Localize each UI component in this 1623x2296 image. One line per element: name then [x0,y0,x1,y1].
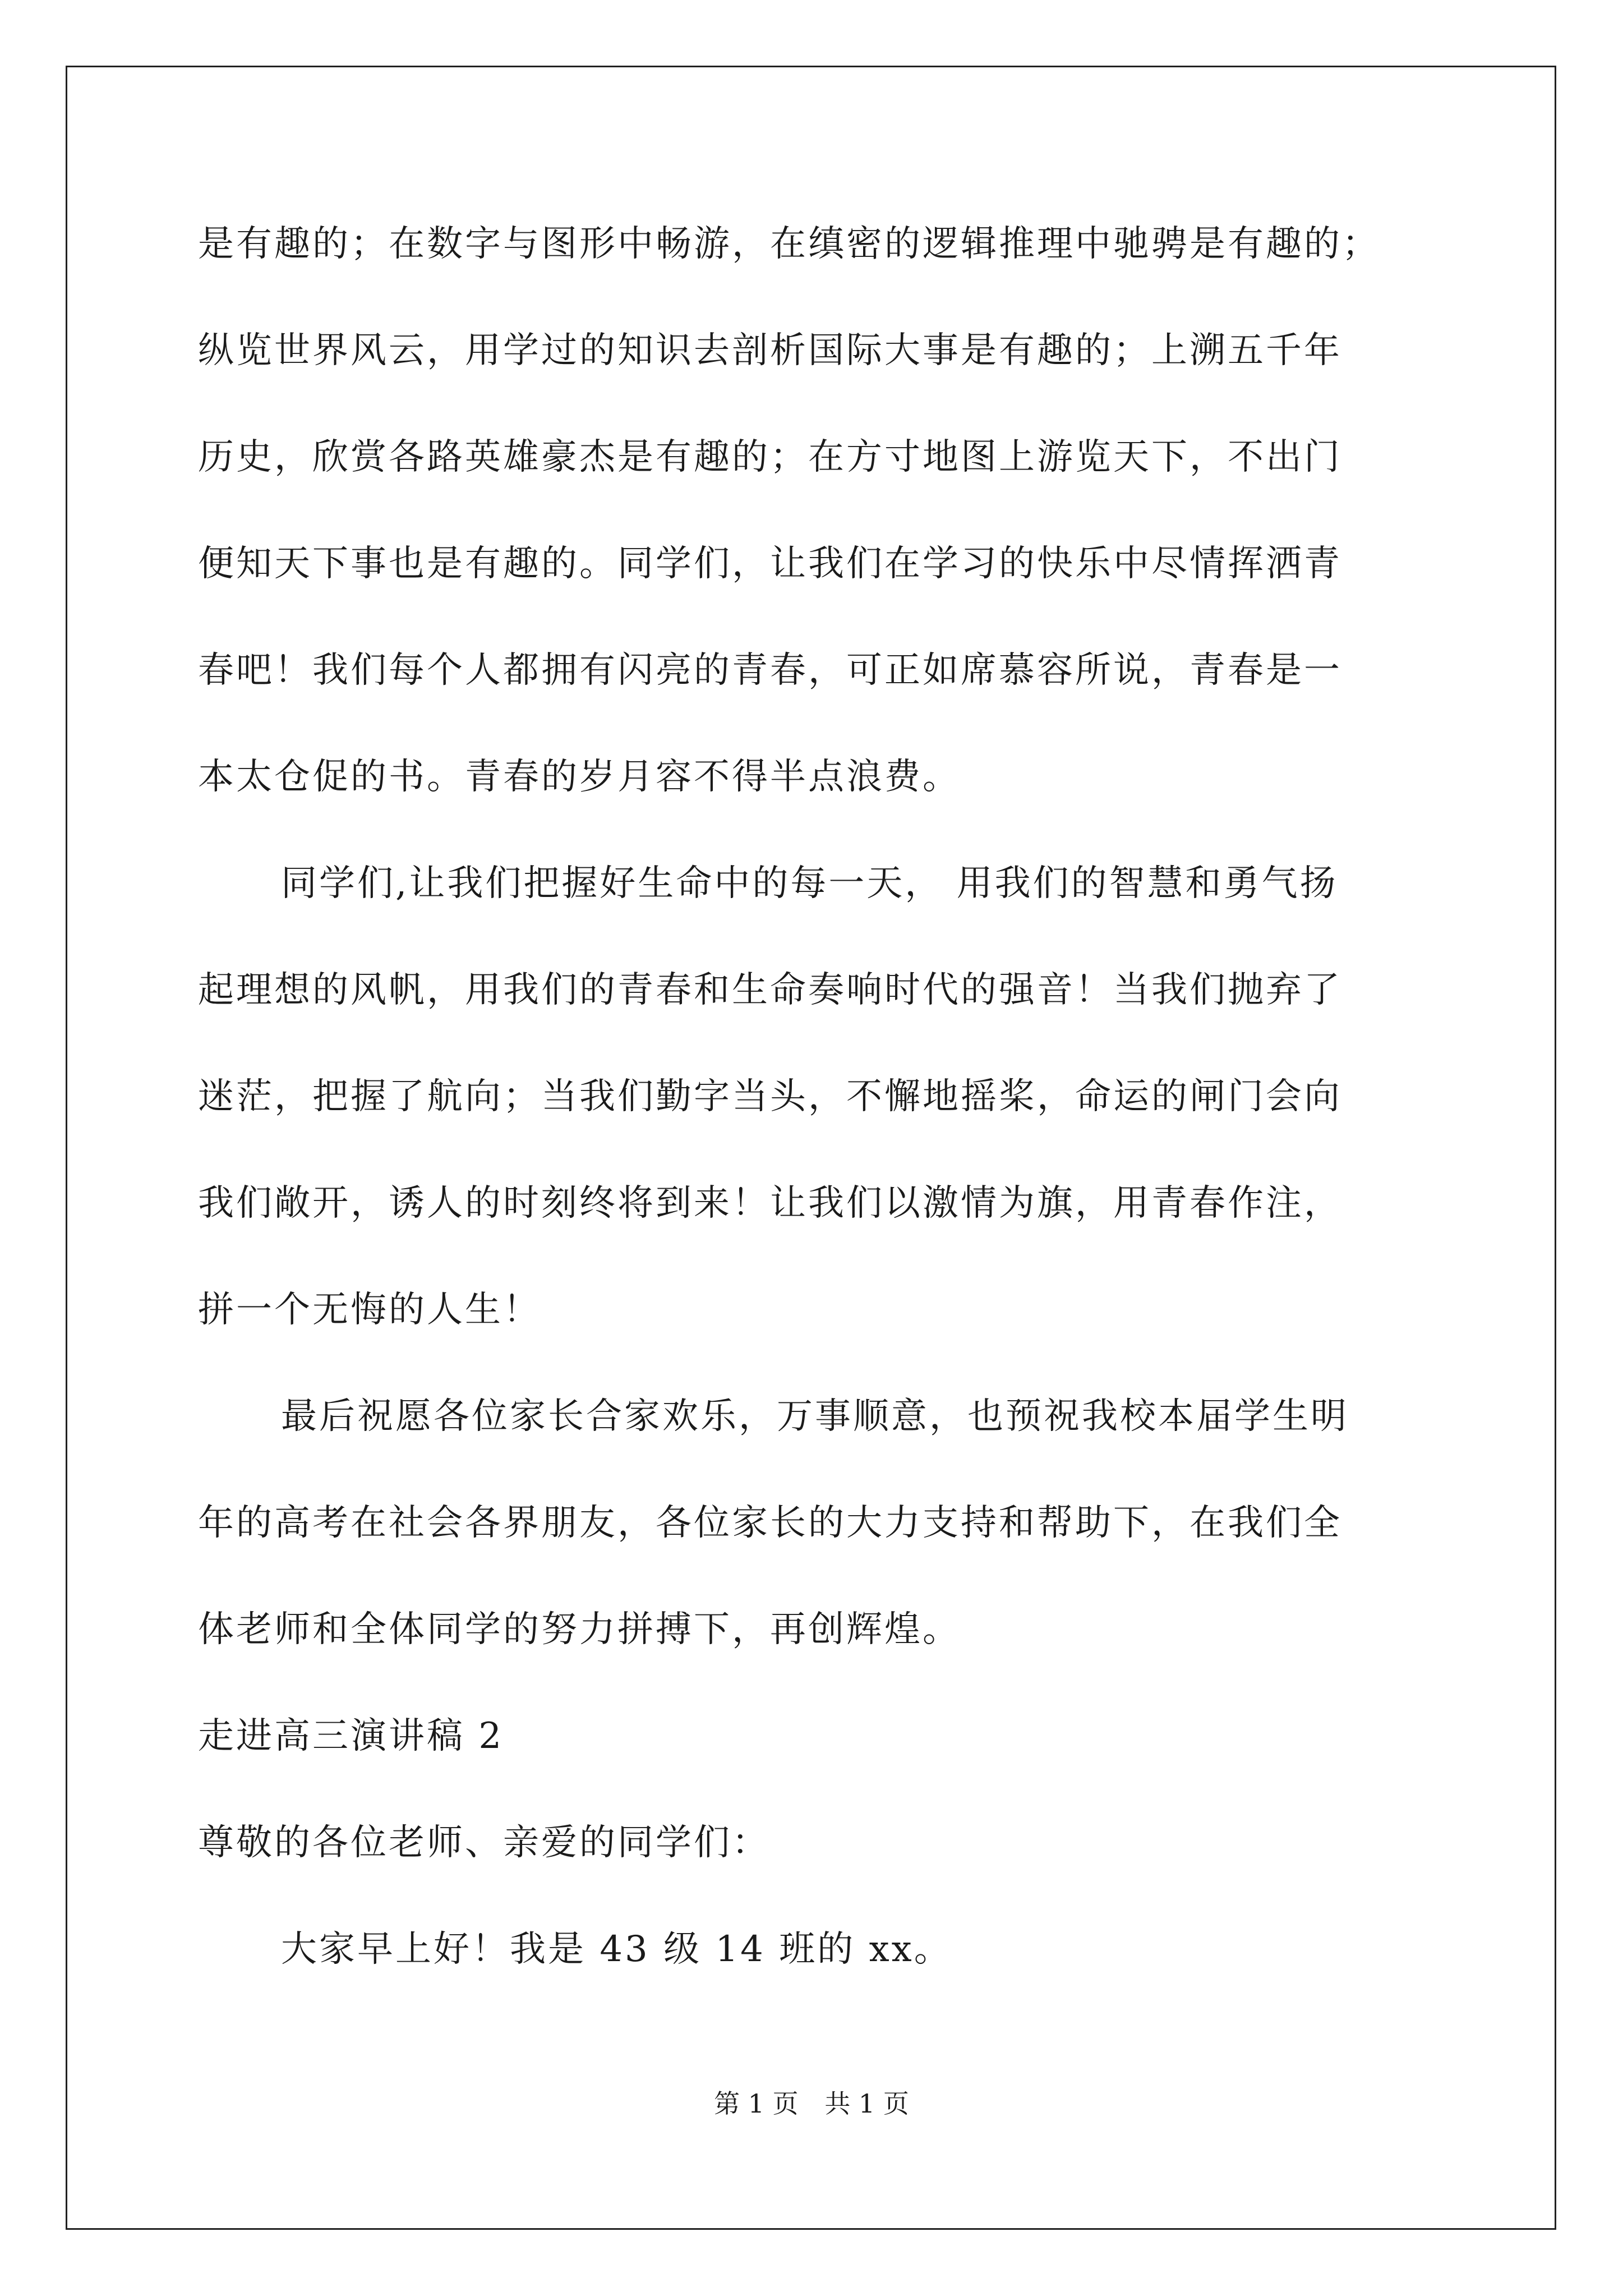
page-number: 第 1 页 [714,2088,799,2119]
text-line: 本太仓促的书。青春的岁月容不得半点浪费。 [198,756,961,798]
text-line: 我们敞开，诱人的时刻终将到来！让我们以激情为旗，用青春作注， [198,1182,1342,1224]
text-line: 历史，欣赏各路英雄豪杰是有趣的；在方寸地图上游览天下，不出门 [198,436,1342,478]
document-body [198,191,1443,2003]
text-line: 年的高考在社会各界朋友，各位家长的大力支持和帮助下，在我们全 [198,1502,1342,1544]
text-line: 体老师和全体同学的努力拼搏下，再创辉煌。 [198,1609,961,1650]
salutation: 尊敬的各位老师、亲爱的同学们： [198,1822,770,1864]
text-line: 起理想的风帆，用我们的青春和生命奏响时代的强音！当我们抛弃了 [198,969,1342,1011]
paragraph-start-line: 大家早上好！我是 43 级 14 班的 xx。 [281,1929,952,1970]
text-line: 春吧！我们每个人都拥有闪亮的青春，可正如席慕容所说，青春是一 [198,650,1342,691]
text-line: 便知天下事也是有趣的。同学们，让我们在学习的快乐中尽情挥洒青 [198,543,1342,585]
text-line: 拼一个无悔的人生！ [198,1289,541,1331]
text-line: 迷茫，把握了航向；当我们勤字当头，不懈地摇桨，命运的闸门会向 [198,1076,1342,1117]
paragraph-start-line: 最后祝愿各位家长合家欢乐，万事顺意，也预祝我校本届学生明 [281,1396,1349,1437]
text-line: 是有趣的；在数字与图形中畅游，在缜密的逻辑推理中驰骋是有趣的； [198,223,1380,265]
page-total: 共 1 页 [824,2088,909,2119]
paragraph-start-line: 同学们,让我们把握好生命中的每一天， 用我们的智慧和勇气扬 [281,863,1338,904]
page-footer [0,2087,1623,2120]
section-heading: 走进高三演讲稿 2 [198,1715,504,1757]
text-line: 纵览世界风云，用学过的知识去剖析国际大事是有趣的；上溯五千年 [198,330,1342,371]
